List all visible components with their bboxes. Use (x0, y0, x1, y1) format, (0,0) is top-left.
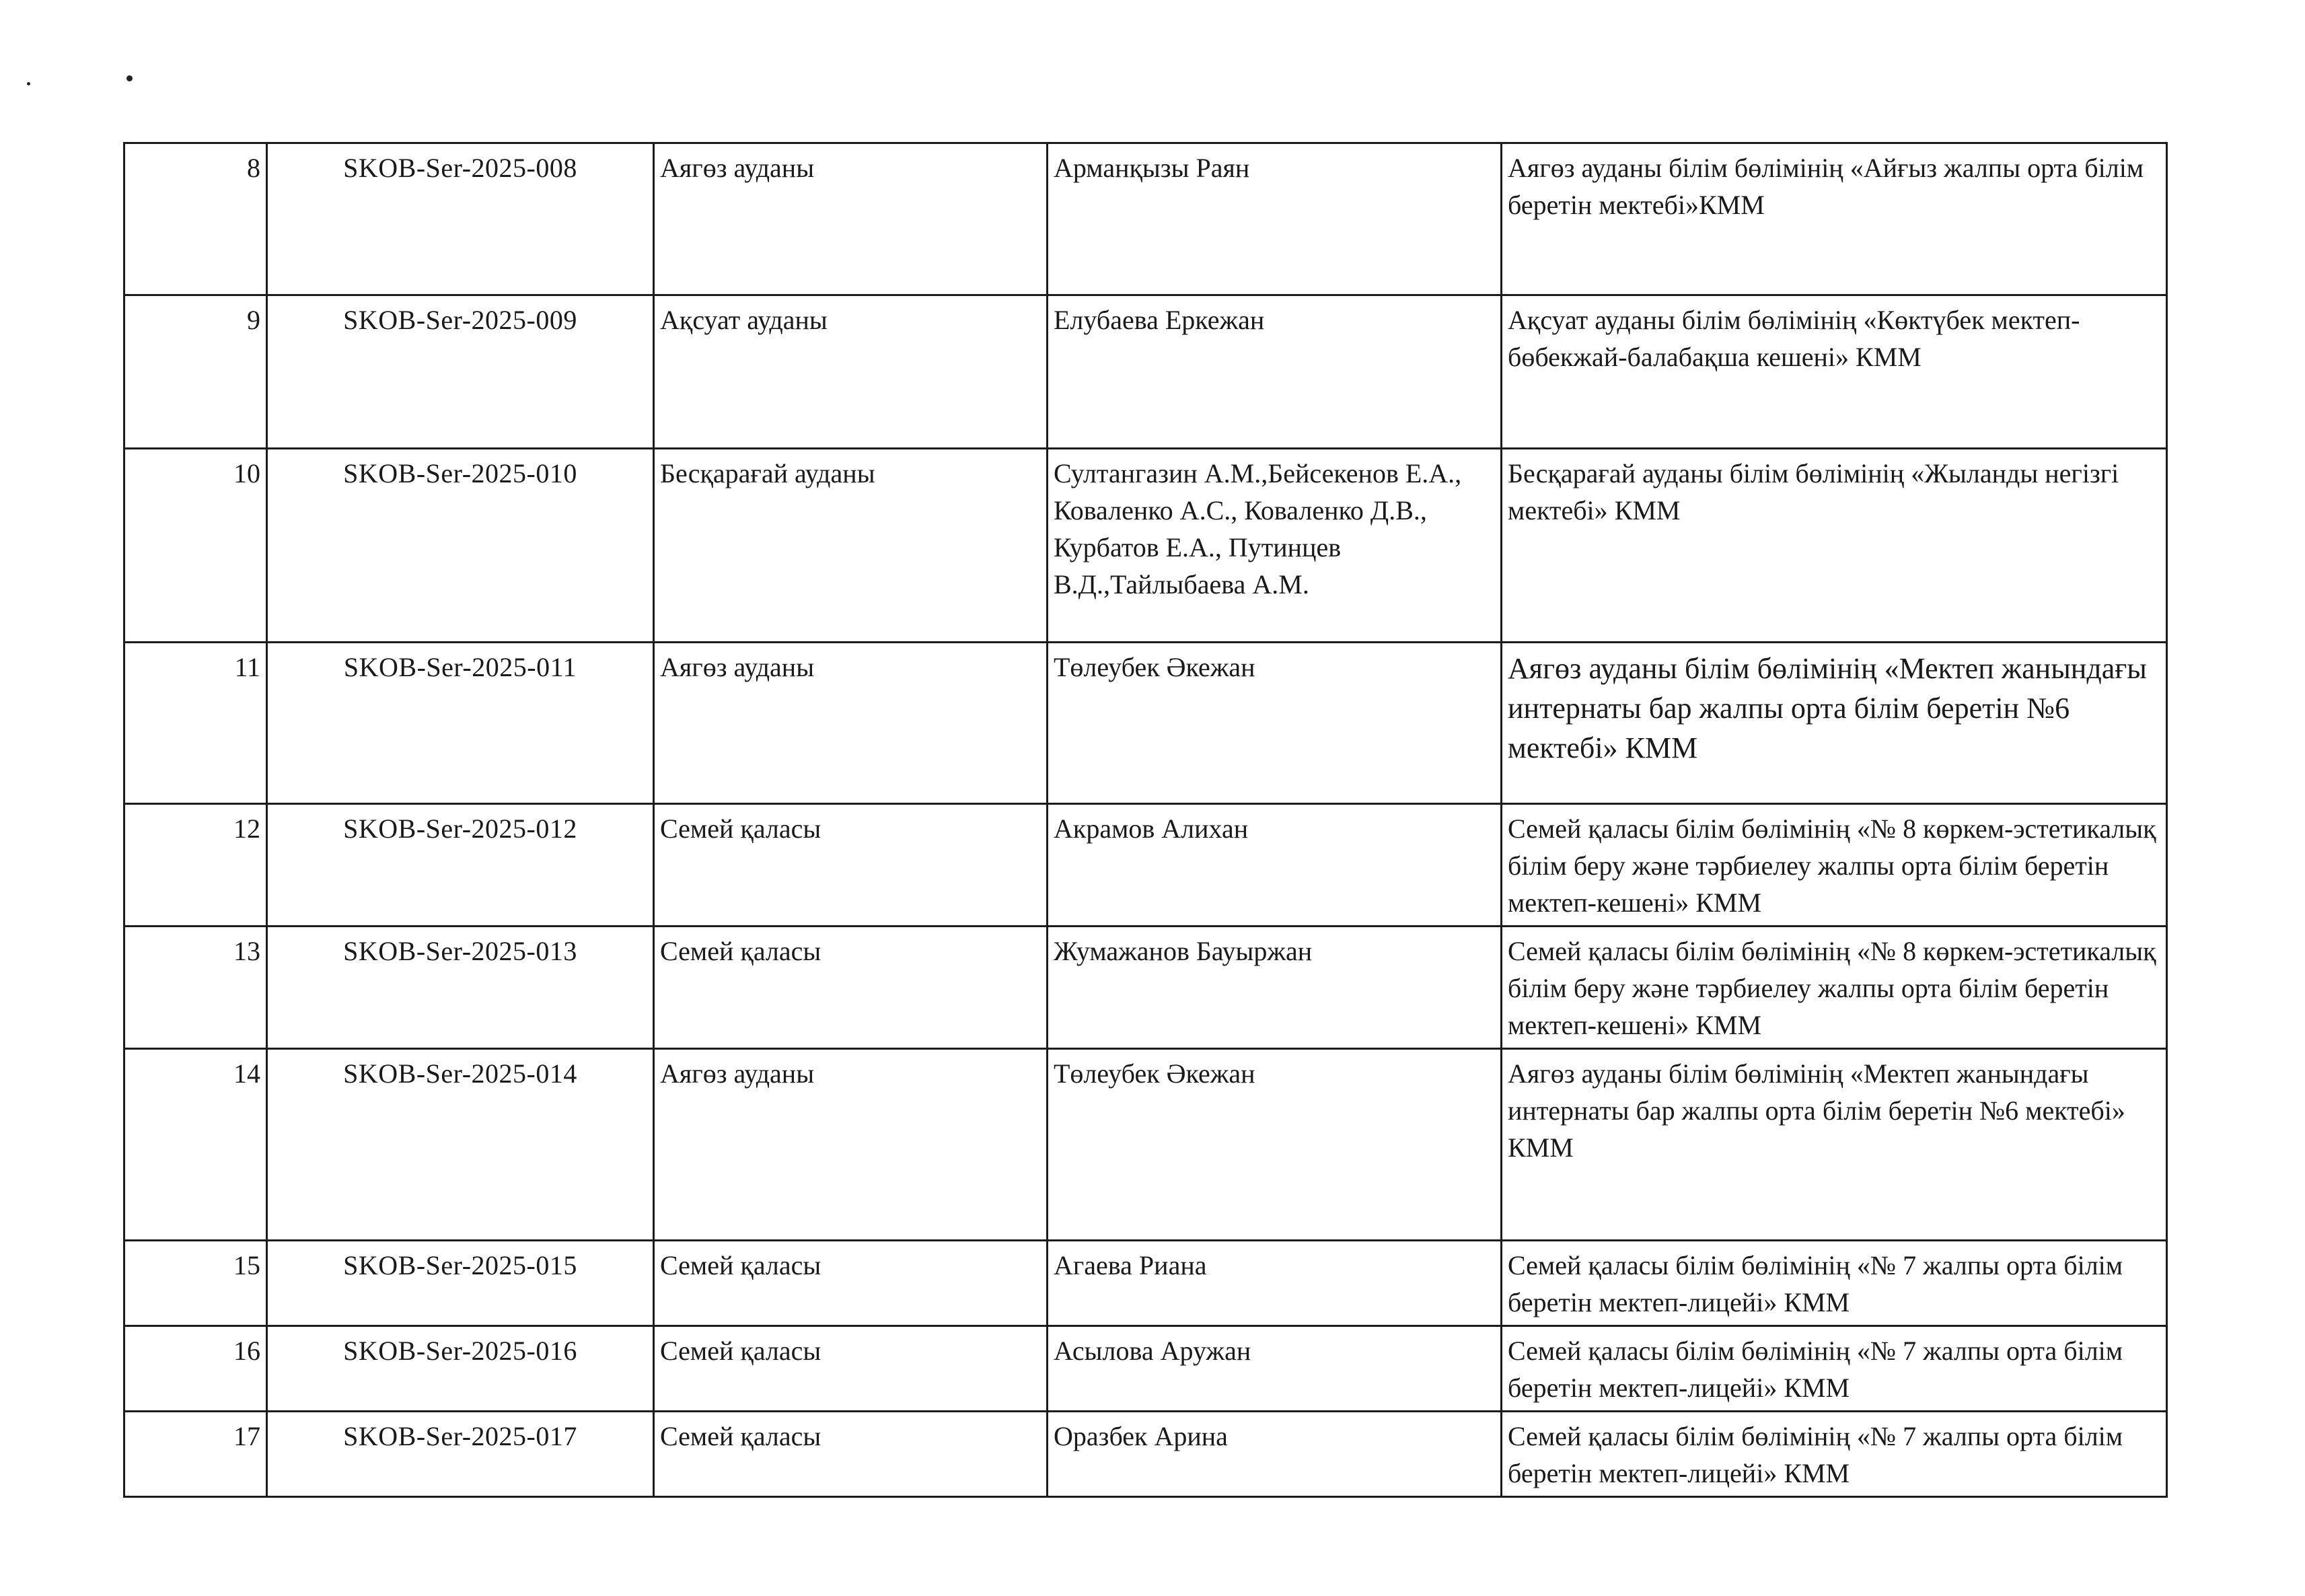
district: Бесқарағай ауданы (654, 449, 1048, 643)
district: Семей қаласы (654, 927, 1048, 1049)
author-names: Арманқызы Раян (1048, 143, 1502, 295)
registration-code: SKOB-Ser-2025-014 (267, 1049, 654, 1241)
author-names: Төлеубек Әкежан (1048, 1049, 1502, 1241)
registration-code: SKOB-Ser-2025-017 (267, 1412, 654, 1497)
registration-code: SKOB-Ser-2025-008 (267, 143, 654, 295)
table-row (124, 449, 2167, 643)
school-name: Семей қаласы білім бөлімінің «№ 8 көркем-эстетикалық білім беру және тәрбиелеу жалпы орта білім беретін мектеп-кешені» КММ (1502, 927, 2167, 1049)
registration-table (123, 142, 2168, 1498)
school-name: Аягөз ауданы білім бөлімінің «Мектеп жанындағы интернаты бар жалпы орта білім беретін №6 мектебі» КММ (1502, 1049, 2167, 1241)
district: Аягөз ауданы (654, 643, 1048, 804)
school-name: Аягөз ауданы білім бөлімінің «Айғыз жалпы орта білім беретін мектебі»КММ (1502, 143, 2167, 295)
school-name: Семей қаласы білім бөлімінің «№ 7 жалпы орта білім беретін мектеп-лицейі» КММ (1502, 1412, 2167, 1497)
row-number: 10 (124, 449, 267, 643)
row-number: 12 (124, 804, 267, 927)
row-number: 16 (124, 1326, 267, 1412)
table-row (124, 804, 2167, 927)
author-names: Султангазин А.М.,Бейсекенов Е.А., Коваленко А.С., Коваленко Д.В., Курбатов Е.А., Путинцев В.Д.,Тайлыбаева А.М. (1048, 449, 1502, 643)
table-row (124, 1049, 2167, 1241)
registration-code: SKOB-Ser-2025-009 (267, 295, 654, 449)
row-number: 13 (124, 927, 267, 1049)
table-row (124, 295, 2167, 449)
school-name: Семей қаласы білім бөлімінің «№ 7 жалпы орта білім беретін мектеп-лицейі» КММ (1502, 1241, 2167, 1326)
district: Аягөз ауданы (654, 1049, 1048, 1241)
table-row (124, 143, 2167, 295)
registration-code: SKOB-Ser-2025-013 (267, 927, 654, 1049)
row-number: 17 (124, 1412, 267, 1497)
row-number: 14 (124, 1049, 267, 1241)
district: Семей қаласы (654, 1241, 1048, 1326)
registration-code: SKOB-Ser-2025-010 (267, 449, 654, 643)
registration-code: SKOB-Ser-2025-012 (267, 804, 654, 927)
author-names: Асылова Аружан (1048, 1326, 1502, 1412)
row-number: 8 (124, 143, 267, 295)
district: Ақсуат ауданы (654, 295, 1048, 449)
author-names: Акрамов Алихан (1048, 804, 1502, 927)
table-row (124, 1326, 2167, 1412)
district: Семей қаласы (654, 1326, 1048, 1412)
row-number: 15 (124, 1241, 267, 1326)
table-row (124, 643, 2167, 804)
school-name: Аягөз ауданы білім бөлімінің «Мектеп жанындағы интернаты бар жалпы орта білім беретін №6 мектебі» КММ (1502, 643, 2167, 804)
registration-code: SKOB-Ser-2025-016 (267, 1326, 654, 1412)
school-name: Ақсуат ауданы білім бөлімінің «Көктүбек мектеп-бөбекжай-балабақша кешені» КММ (1502, 295, 2167, 449)
row-number: 11 (124, 643, 267, 804)
school-name: Семей қаласы білім бөлімінің «№ 8 көркем-эстетикалық білім беру және тәрбиелеу жалпы орта білім беретін мектеп-кешені» КММ (1502, 804, 2167, 927)
row-number: 9 (124, 295, 267, 449)
table-row (124, 1412, 2167, 1497)
district: Семей қаласы (654, 1412, 1048, 1497)
district: Аягөз ауданы (654, 143, 1048, 295)
school-name: Бесқарағай ауданы білім бөлімінің «Жыланды негізгі мектебі» КММ (1502, 449, 2167, 643)
author-names: Елубаева Еркежан (1048, 295, 1502, 449)
author-names: Агаева Риана (1048, 1241, 1502, 1326)
author-names: Төлеубек Әкежан (1048, 643, 1502, 804)
author-names: Оразбек Арина (1048, 1412, 1502, 1497)
school-name: Семей қаласы білім бөлімінің «№ 7 жалпы орта білім беретін мектеп-лицейі» КММ (1502, 1326, 2167, 1412)
registration-code: SKOB-Ser-2025-015 (267, 1241, 654, 1326)
table-row (124, 927, 2167, 1049)
scan-speck (27, 82, 30, 85)
district: Семей қаласы (654, 804, 1048, 927)
author-names: Жумажанов Бауыржан (1048, 927, 1502, 1049)
scan-speck (126, 75, 133, 81)
registration-code: SKOB-Ser-2025-011 (267, 643, 654, 804)
table-row (124, 1241, 2167, 1326)
